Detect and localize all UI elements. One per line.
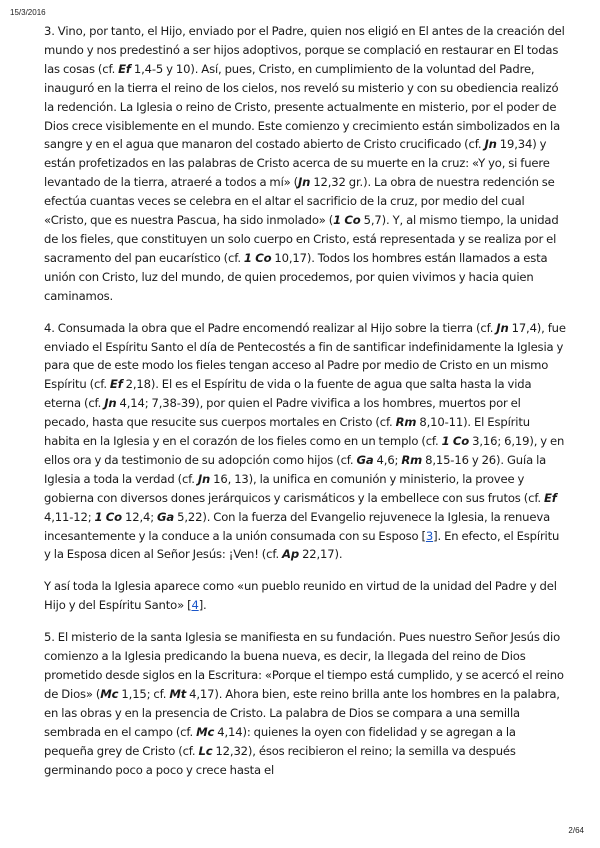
document-body xyxy=(44,22,566,792)
text-run: 4,6; xyxy=(373,452,402,467)
text-run: 5,22). Con la fuerza del Evangelio rejuvenece la Iglesia, la renueva incesantemente y la conduce a la unión consumada con su Esposo [ xyxy=(44,509,551,543)
text-run: 12,32 gr.). La obra de nuestra redención se efectúa cuantas veces se celebra en el altar el sacrificio de la cruz, por medio del cual «Cristo, que es nuestra Pascua, ha sido inmolado» ( xyxy=(44,175,555,228)
text-run: 4,14; 7,38-39), por quien el Padre vivifica a los hombres, muertos por el pecado, hasta que resucite sus cuerpos mortales en Cristo (cf. xyxy=(44,396,521,430)
text-run: 5,7). Y, al mismo tiempo, la unidad de los fieles, que constituyen un solo cuerpo en Cristo, está representada y se realiza por el sacramento del pan eucarístico (cf. xyxy=(44,213,559,265)
scripture-reference: 1 Co xyxy=(243,250,272,265)
text-run: Y así toda la Iglesia aparece como «un pueblo reunido en virtud de la unidad del Padre y del Hijo y del Espíritu Santo» [ xyxy=(44,579,557,613)
text-run: 8,15-16 y 26). Guía la Iglesia a toda la verdad (cf. xyxy=(44,452,547,486)
scripture-reference: Mc xyxy=(196,724,215,739)
text-run: 1,15; cf. xyxy=(118,686,170,701)
footnote-link[interactable]: 4 xyxy=(191,598,199,613)
text-run: 19,34) y están profetizados en las palabras de Cristo acerca de su muerte en la cruz: «Y yo, si fuere levantado de la tierra, atraeré a todos a mí» ( xyxy=(44,137,550,190)
paragraph-4 xyxy=(44,319,566,565)
scripture-reference: Jn xyxy=(104,396,117,411)
paragraph-unity xyxy=(44,577,566,615)
scripture-reference: Ef xyxy=(109,377,123,392)
paragraph-3 xyxy=(44,22,566,306)
scripture-reference: Jn xyxy=(197,471,211,486)
text-run: 16, 13), la unifica en comunión y ministerio, la provee y gobierna con diversos dones jerárquicos y carismáticos y la embellece con sus frutos (cf. xyxy=(44,471,544,505)
scripture-reference: 1 Co xyxy=(333,213,361,228)
text-run: 12,32), ésos recibieron el reino; la semilla va después germinando poco a poco y crece hasta el xyxy=(44,743,516,777)
scripture-reference: Jn xyxy=(298,175,311,190)
scripture-reference: 1 Co xyxy=(441,434,470,449)
scripture-reference: Ga xyxy=(157,509,175,524)
text-run: 4,17). Ahora bien, este reino brilla ante los hombres en la palabra, en las obras y en la presencia de Cristo. La palabra de Dios se compara a una semilla sembrada en el campo (cf. xyxy=(44,686,560,739)
text-run: ]. En efecto, el Espíritu y la Esposa dicen al Señor Jesús: ¡Ven! (cf. xyxy=(44,528,560,562)
text-run: 8,10-11). El Espíritu habita en la Iglesia y en el corazón de los fieles como en un templo (cf. xyxy=(44,415,530,449)
text-run: 4,11-12; xyxy=(44,509,95,524)
scripture-reference: Jn xyxy=(496,320,509,335)
scripture-reference: Ef xyxy=(543,490,557,505)
scripture-reference: Mt xyxy=(169,686,187,701)
print-date: 15/3/2016 xyxy=(10,8,46,17)
scripture-reference: Jn xyxy=(484,137,497,152)
text-run: 5. El misterio de la santa Iglesia se manifiesta en su fundación. Pues nuestro Señor Jesús dio comienzo a la Iglesia predicando la buena nueva, es decir, la llegada del reino de Dios prometido desde siglos en la Escritura: «Porque el tiempo está cumplido, y se acercó el reino de Dios» ( xyxy=(44,630,564,701)
scripture-reference: Ef xyxy=(118,61,131,76)
text-run: 12,4; xyxy=(121,509,158,524)
text-run: 22,17). xyxy=(299,547,343,562)
text-run: 17,4), fue enviado el Espíritu Santo el día de Pentecostés a fin de santificar indefinidamente la Iglesia y para que de este modo los fieles tengan acceso al Padre por medio de Cristo en un mismo Espíritu (cf. xyxy=(44,320,566,392)
scripture-reference: Rm xyxy=(401,452,423,467)
text-run: 3,16; 6,19), y en ellos ora y da testimonio de su adopción como hijos (cf. xyxy=(44,434,565,467)
text-run: ]. xyxy=(198,598,207,613)
scripture-reference: Rm xyxy=(395,415,417,430)
text-run: 10,17). Todos los hombres están llamados a esta unión con Cristo, luz del mundo, de quien procedemos, por quien vivimos y hacia quien caminamos. xyxy=(44,250,548,303)
text-run: 3. Vino, por tanto, el Hijo, enviado por el Padre, quien nos eligió en El antes de la creación del mundo y nos predestinó a ser hijos adoptivos, porque se complació en restaurar en El todas las cosas (cf. xyxy=(44,24,565,76)
paragraph-5 xyxy=(44,628,566,779)
scripture-reference: Lc xyxy=(198,743,213,758)
text-run: 4,14): quienes la oyen con fidelidad y se agregan a la pequeña grey de Cristo (cf. xyxy=(44,724,516,758)
text-run: 4. Consumada la obra que el Padre encomendó realizar al Hijo sobre la tierra (cf. xyxy=(44,320,497,335)
page-number: 2/64 xyxy=(568,826,584,835)
footnote-link[interactable]: 3 xyxy=(425,528,434,543)
text-run: 2,18). El es el Espíritu de vida o la fuente de agua que salta hasta la vida eterna (cf. xyxy=(44,377,532,411)
scripture-reference: Mc xyxy=(100,686,119,701)
scripture-reference: Ga xyxy=(356,452,374,467)
scripture-reference: 1 Co xyxy=(94,509,122,524)
text-run: 1,4-5 y 10). Así, pues, Cristo, en cumplimiento de la voluntad del Padre, inauguró en la tierra el reino de los cielos, nos reveló su misterio y con su obediencia realizó la redención. La Iglesia o reino de Cristo, presente actualmente en misterio, por el poder de Dios crece visiblemente en el mundo. Este comienzo y crecimiento están simbolizados en la sangre y en el agua que manaron del costado abierto de Cristo crucificado (cf. xyxy=(44,61,561,152)
scripture-reference: Ap xyxy=(282,547,300,562)
